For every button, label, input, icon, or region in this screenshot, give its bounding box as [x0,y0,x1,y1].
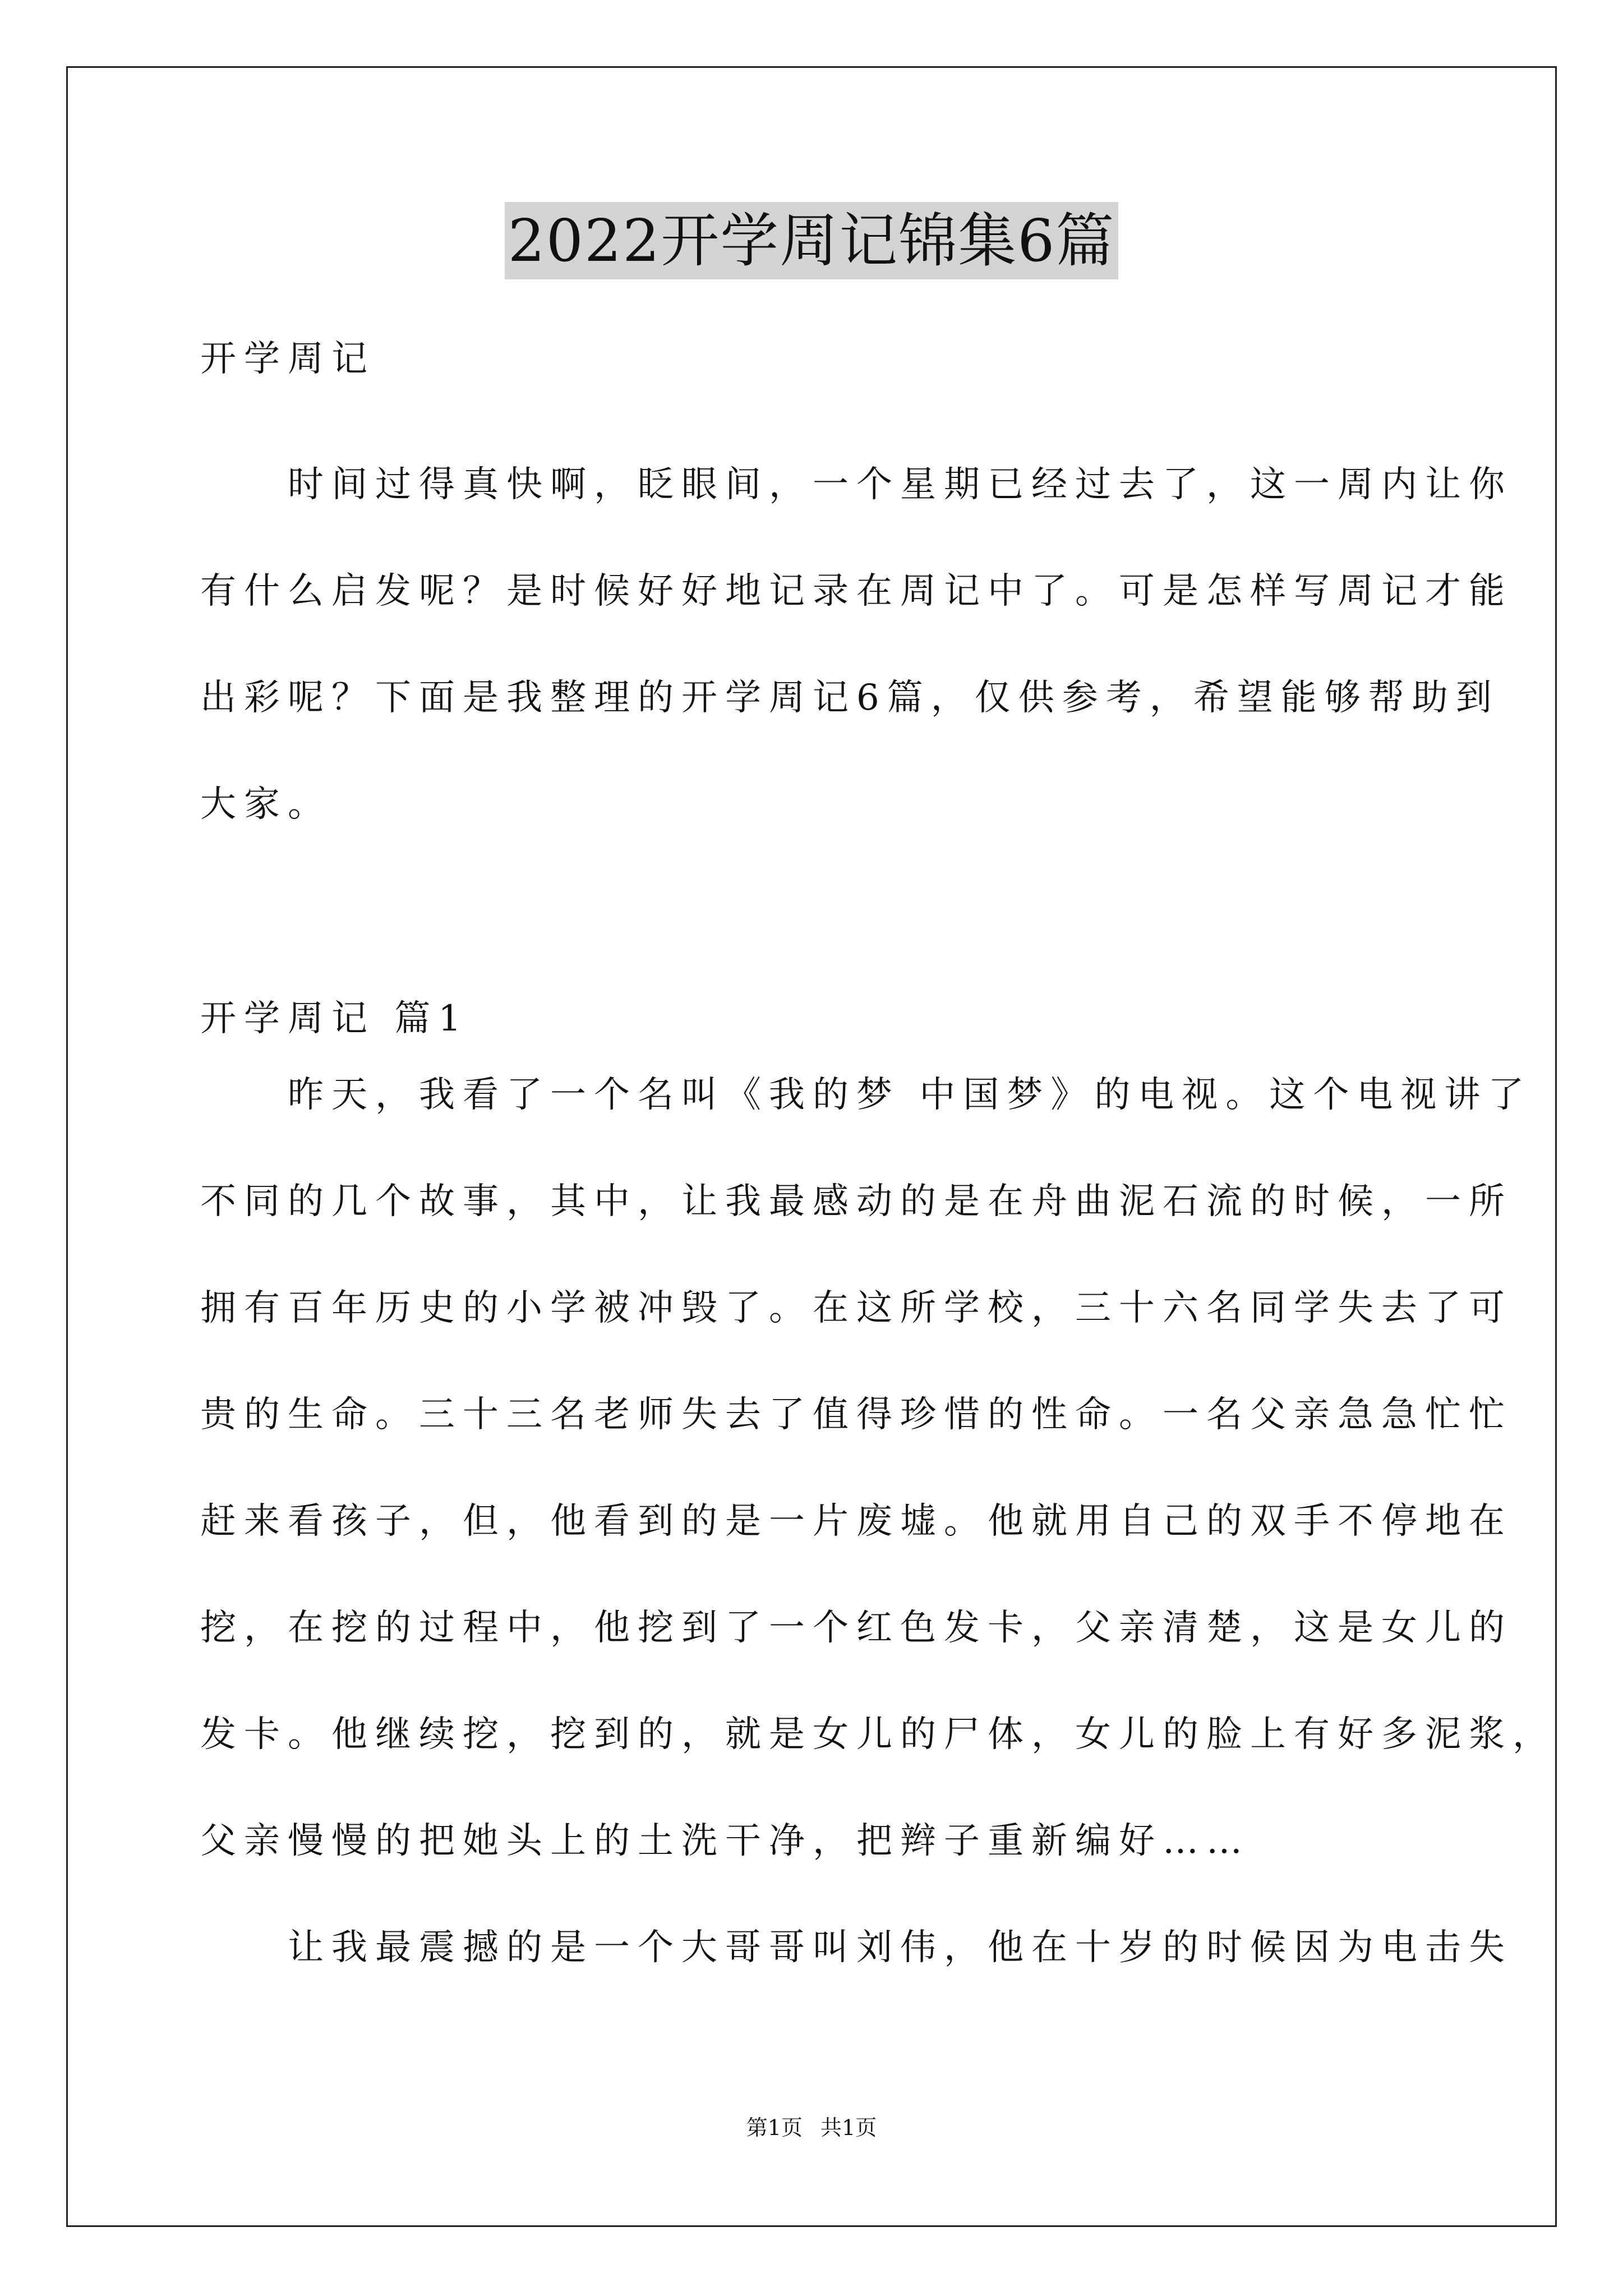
body-line: 贵的生命。三十三名老师失去了值得珍惜的性命。一名父亲急急忙忙 [200,1394,1513,1435]
section-heading: 开学周记 [200,338,375,380]
body-line: 赶来看孩子，但，他看到的是一片废墟。他就用自己的双手不停地在 [200,1501,1513,1542]
page-footer [0,2114,1623,2142]
title-container [0,202,1623,279]
body-line: 让我最震撼的是一个大哥哥叫刘伟，他在十岁的时候因为电击失 [200,1927,1513,1968]
document-title: 2022开学周记锦集6篇 [505,202,1119,279]
page-total: 共1页 [820,2115,877,2140]
body-line: 出彩呢？下面是我整理的开学周记6篇，仅供参考，希望能够帮助到 [200,677,1500,719]
page-number: 第1页 [746,2115,803,2140]
section-heading: 开学周记 篇1 [200,998,469,1039]
body-line: 不同的几个故事，其中，让我最感动的是在舟曲泥石流的时候，一所 [200,1181,1513,1222]
body-line: 拥有百年历史的小学被冲毁了。在这所学校，三十六名同学失去了可 [200,1287,1513,1329]
body-line: 挖，在挖的过程中，他挖到了一个红色发卡，父亲清楚，这是女儿的 [200,1607,1513,1649]
body-line: 有什么启发呢？是时候好好地记录在周记中了。可是怎样写周记才能 [200,570,1513,612]
body-line: 时间过得真快啊，眨眼间，一个星期已经过去了，这一周内让你 [200,464,1513,505]
body-line: 父亲慢慢的把她头上的土洗干净，把辫子重新编好…… [200,1820,1250,1862]
body-line: 昨天，我看了一个名叫《我的梦 中国梦》的电视。这个电视讲了 [200,1074,1532,1116]
body-line: 发卡。他继续挖，挖到的，就是女儿的尸体，女儿的脸上有好多泥浆， [200,1714,1556,1755]
page-border [66,66,1557,2227]
body-line: 大家。 [200,784,331,825]
